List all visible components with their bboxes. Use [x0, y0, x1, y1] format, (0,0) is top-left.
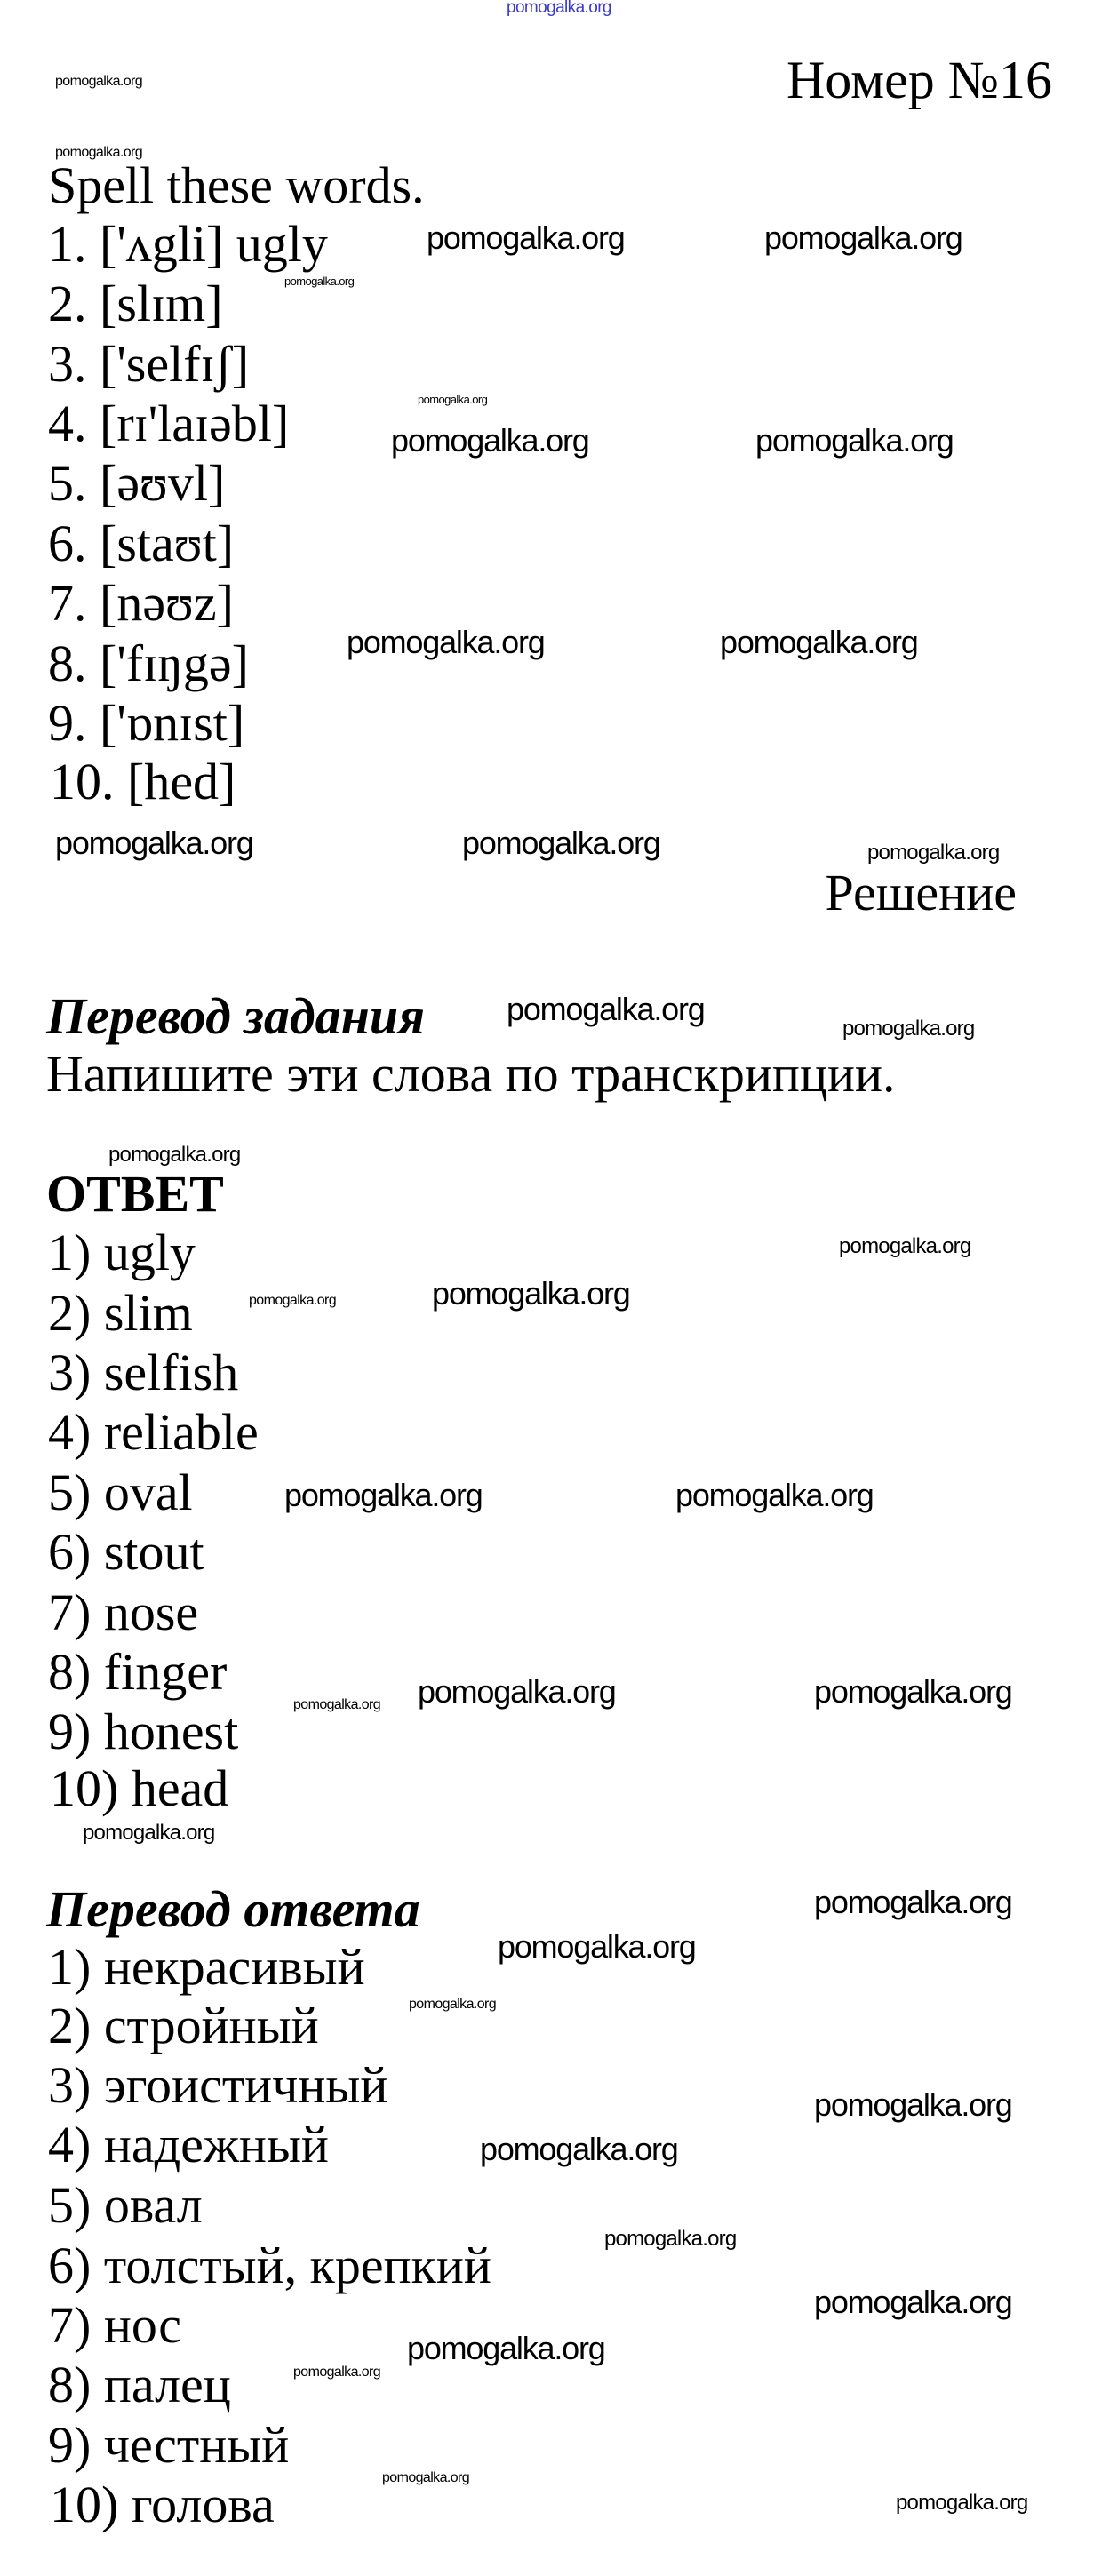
- answer-item: 8) finger: [48, 1643, 228, 1702]
- watermark: pomogalka.org: [839, 1234, 971, 1259]
- answer-translation-item: 1) некрасивый: [48, 1938, 365, 1997]
- answer-translation-item: 3) эгоистичный: [48, 2056, 388, 2115]
- watermark: pomogalka.org: [755, 421, 954, 459]
- watermark: pomogalka.org: [407, 2329, 605, 2366]
- answer-translation-heading: Перевод ответа: [46, 1880, 420, 1939]
- answer-translation-item: 5) овал: [48, 2176, 203, 2235]
- task-item: 8. ['fɪŋgə]: [48, 634, 249, 693]
- watermark: pomogalka.org: [391, 421, 589, 459]
- watermark: pomogalka.org: [427, 219, 625, 256]
- watermark: pomogalka.org: [432, 1274, 630, 1312]
- watermark: pomogalka.org: [55, 144, 143, 160]
- task-translation-heading: Перевод задания: [46, 987, 425, 1046]
- watermark: pomogalka.org: [462, 824, 660, 861]
- watermark: pomogalka.org: [604, 2227, 737, 2252]
- answer-translation-item: 8) палец: [48, 2356, 231, 2414]
- watermark: pomogalka.org: [284, 1476, 483, 1513]
- task-item: 4. [rɪ'laɪəbl]: [48, 395, 290, 453]
- top-watermark: pomogalka.org: [507, 0, 611, 17]
- watermark: pomogalka.org: [814, 2086, 1012, 2123]
- watermark: pomogalka.org: [814, 1672, 1012, 1710]
- task-item: 2. [slɪm]: [48, 275, 223, 333]
- watermark: pomogalka.org: [382, 2469, 470, 2485]
- watermark: pomogalka.org: [764, 219, 962, 256]
- answer-item: 6) stout: [48, 1523, 204, 1582]
- watermark: pomogalka.org: [720, 623, 918, 660]
- answer-item: 2) slim: [48, 1284, 193, 1343]
- answer-translation-item: 4) надежный: [48, 2116, 329, 2174]
- watermark: pomogalka.org: [418, 393, 488, 407]
- watermark: pomogalka.org: [498, 1927, 696, 1965]
- watermark: pomogalka.org: [83, 1821, 215, 1846]
- task-item: 6. [staʊt]: [48, 514, 235, 573]
- task-item: 3. ['selfɪʃ]: [48, 335, 250, 394]
- watermark: pomogalka.org: [409, 1996, 497, 2012]
- answer-item: 3) selfish: [48, 1344, 239, 1402]
- watermark: pomogalka.org: [418, 1672, 616, 1710]
- answer-translation-item: 6) толстый, крепкий: [48, 2237, 491, 2295]
- task-item: 10. [hed]: [50, 753, 236, 811]
- task-item: 9. ['ɒnɪst]: [48, 694, 245, 753]
- solution-label: Решение: [825, 864, 1017, 922]
- watermark: pomogalka.org: [293, 2364, 381, 2380]
- watermark: pomogalka.org: [347, 623, 545, 660]
- answer-item: 4) reliable: [48, 1403, 259, 1462]
- answer-item: 1) ugly: [48, 1224, 196, 1282]
- answer-translation-item: 10) голова: [50, 2476, 275, 2534]
- answer-translation-item: 2) стройный: [48, 1997, 319, 2055]
- watermark: pomogalka.org: [675, 1476, 874, 1513]
- task-translation-text: Напишите эти слова по транскрипции.: [46, 1045, 896, 1104]
- page-title: Номер №16: [786, 50, 1052, 109]
- task-heading: Spell these words.: [48, 156, 425, 215]
- watermark: pomogalka.org: [108, 1143, 241, 1168]
- watermark: pomogalka.org: [480, 2130, 678, 2167]
- watermark: pomogalka.org: [507, 990, 705, 1027]
- watermark: pomogalka.org: [284, 275, 355, 289]
- answer-heading: ОТВЕТ: [46, 1165, 224, 1224]
- task-item: 5. [əʊvl]: [48, 454, 226, 513]
- watermark: pomogalka.org: [249, 1292, 337, 1308]
- watermark: pomogalka.org: [55, 73, 143, 89]
- watermark: pomogalka.org: [896, 2491, 1028, 2516]
- watermark: pomogalka.org: [55, 824, 253, 861]
- answer-item: 9) honest: [48, 1703, 239, 1761]
- watermark: pomogalka.org: [293, 1696, 381, 1712]
- task-item: 7. [nəʊz]: [48, 574, 234, 633]
- watermark: pomogalka.org: [842, 1017, 975, 1041]
- watermark: pomogalka.org: [814, 1883, 1012, 1920]
- answer-item: 10) head: [50, 1759, 229, 1818]
- answer-item: 7) nose: [48, 1583, 199, 1642]
- answer-item: 5) oval: [48, 1463, 193, 1522]
- watermark: pomogalka.org: [867, 841, 1000, 865]
- watermark: pomogalka.org: [814, 2283, 1012, 2320]
- answer-translation-item: 9) честный: [48, 2416, 290, 2475]
- answer-translation-item: 7) нос: [48, 2296, 182, 2355]
- task-item: 1. ['ʌgli] ugly: [48, 215, 328, 274]
